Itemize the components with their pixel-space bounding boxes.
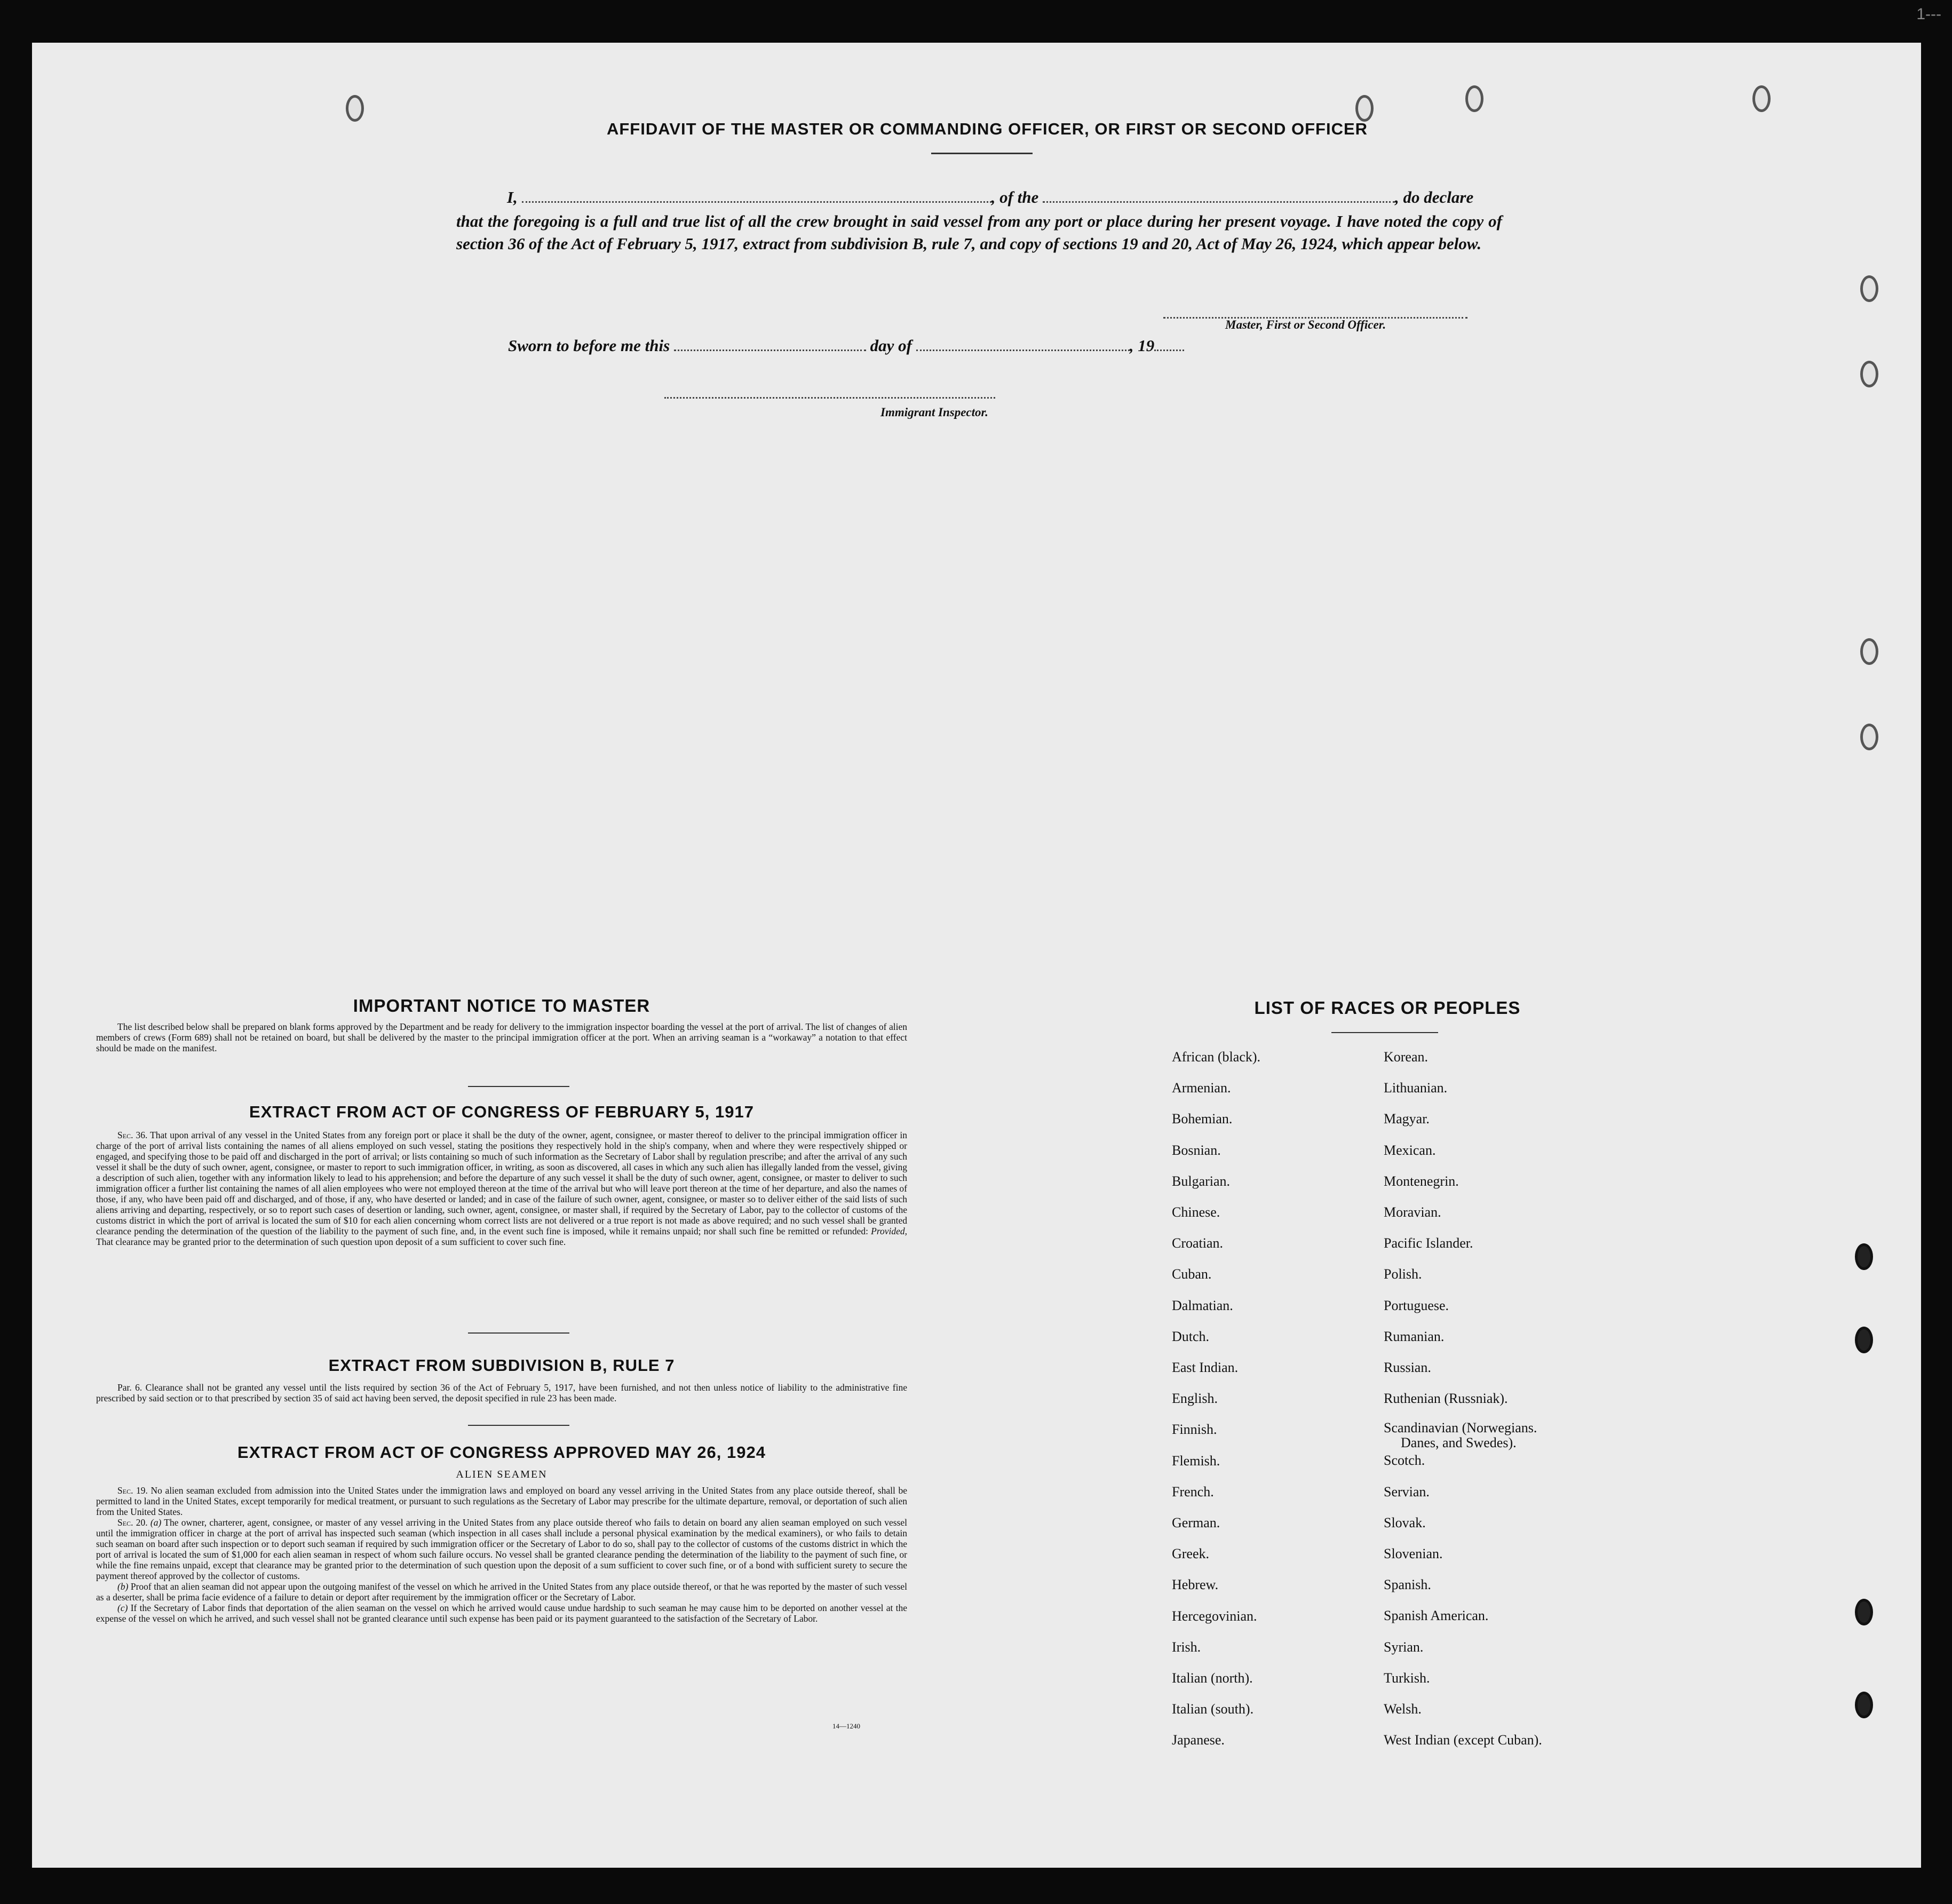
affidavit-declaration-line	[507, 188, 1473, 207]
race-item: East Indian.	[1172, 1360, 1239, 1376]
affidavit-body: that the foregoing is a full and true list of all the crew brought in said vessel from any port or place during her present voyage. I have noted the copy of section 36 of the Act of February 5, 1917, extract from subdivision B, rule 7, and copy of sections 19 and 20, Act of May 26, 1924, which appear below.	[456, 212, 1502, 253]
race-item: Montenegrin.	[1384, 1173, 1459, 1189]
sec20a-text: The owner, charterer, agent, consignee, or master of any vessel arriving in the United States from any place outside thereof who fails to detain on board any alien seaman employed on such vessel until the immigration officer in charge at the port of arrival has inspected such seaman (which inspection in all cases shall include a personal physical examination by the medical examiners), or who fails to detain such seaman on board after such inspection or to deport such seaman if required by such immigration officer or the Secretary of Labor to do so, shall pay to the collector of customs of the customs district in which the port of arrival is located the sum of $1,000 for each alien seaman in respect of whom such failure occurs. No vessel shall be granted clearance pending the determination of the liability to the payment of such fine, or while the fine remains unpaid, except that clearance may be granted prior to the determination of such question upon the deposit of a sum sufficient to cover such fine, or of a bond with sufficient surety to secure the payment thereof approved by the collector of customs.	[96, 1517, 908, 1581]
binder-hole-top-4	[1752, 85, 1771, 112]
extract-rule7-text	[96, 1382, 907, 1403]
sec20c-paragraph	[96, 1602, 907, 1624]
race-item: Lithuanian.	[1384, 1080, 1448, 1096]
master-name-blank[interactable]	[522, 188, 991, 203]
proviso-text: That clearance may be granted prior to the determination of such question upon deposit of a sum sufficient to cover such fine.	[96, 1236, 566, 1247]
race-item: Slovenian.	[1384, 1546, 1443, 1562]
form-number: 14—1240	[832, 1722, 860, 1730]
sworn-month-blank[interactable]	[916, 337, 1130, 351]
sworn-line	[508, 336, 1184, 355]
race-item: Cuban.	[1172, 1266, 1212, 1282]
extract-1917-rule	[468, 1332, 569, 1334]
sec36-paragraph	[96, 1130, 907, 1247]
races-title: LIST OF RACES OR PEOPLES	[1254, 998, 1521, 1018]
sworn-year-blank[interactable]	[1154, 337, 1184, 351]
race-item: Polish.	[1384, 1266, 1422, 1282]
race-item: Dutch.	[1172, 1328, 1210, 1344]
race-item: Magyar.	[1384, 1111, 1430, 1127]
race-item: Slovak.	[1384, 1514, 1426, 1530]
race-item: African (black).	[1172, 1049, 1261, 1065]
binder-hole-right-5	[1855, 1243, 1873, 1270]
races-column-2	[1384, 1042, 1542, 1756]
races-column-1	[1172, 1042, 1260, 1756]
sworn-year-label: , 19	[1129, 336, 1155, 355]
notice-text	[96, 1021, 907, 1053]
extract-rule7-title: EXTRACT FROM SUBDIVISION B, RULE 7	[328, 1356, 675, 1375]
race-item: Bosnian.	[1172, 1142, 1221, 1158]
race-item: Ruthenian (Russniak).	[1384, 1391, 1508, 1407]
binder-hole-right-2	[1860, 361, 1878, 387]
vessel-name-blank[interactable]	[1043, 188, 1395, 203]
extract-1924-subtitle: ALIEN SEAMEN	[456, 1469, 547, 1480]
race-item: Servian.	[1384, 1483, 1430, 1500]
race-item: French.	[1172, 1483, 1214, 1500]
page-corner-mark: 1---	[1916, 5, 1941, 23]
race-item: Moravian.	[1384, 1204, 1441, 1220]
race-item: Russian.	[1384, 1360, 1431, 1376]
binder-hole-top-1	[346, 95, 364, 122]
race-item: Flemish.	[1172, 1453, 1220, 1469]
sworn-prefix-label: Sworn to before me this	[508, 336, 670, 355]
race-item: Spanish American.	[1384, 1608, 1489, 1624]
sec19-text: No alien seaman excluded from admission into the United States under the immigration laws and employed on board any vessel arriving in the United States from any place outside thereof, shall be permitted to land in the United States, except temporarily for medical treatment, or pursuant to such regulations as the Secretary of Labor may prescribe for the ultimate departure, removal, or deportation of such alien from the United States.	[96, 1485, 907, 1517]
race-item: Dalmatian.	[1172, 1297, 1233, 1313]
race-item: Mexican.	[1384, 1142, 1436, 1158]
binder-hole-right-8	[1855, 1692, 1873, 1718]
affidavit-i-label: I,	[507, 188, 518, 207]
binder-hole-top-3	[1465, 85, 1483, 112]
sec20b-paragraph	[96, 1581, 907, 1602]
affidavit-title-rule	[931, 153, 1033, 154]
binder-hole-right-4	[1860, 724, 1878, 750]
race-item: Bulgarian.	[1172, 1173, 1231, 1189]
sec20a-label: (a)	[150, 1517, 162, 1528]
race-item: Syrian.	[1384, 1639, 1424, 1655]
race-item: Italian (north).	[1172, 1670, 1253, 1686]
affidavit-title: AFFIDAVIT OF THE MASTER OR COMMANDING OFFICER, OR FIRST OR SECOND OFFICER	[606, 120, 1368, 138]
sec20c-text: If the Secretary of Labor finds that deportation of the alien seaman on the vessel on which he arrived would cause undue hardship to such seaman he may cause him to be deported on another vessel at the expense of the vessel on which he arrived, and such vessel shall not be granted clearance until such expense has been paid or its payment guaranteed to the satisfaction of the Secretary of Labor.	[96, 1602, 908, 1624]
race-item: Finnish.	[1172, 1422, 1217, 1438]
race-item: German.	[1172, 1515, 1220, 1531]
race-item: Chinese.	[1172, 1204, 1220, 1220]
sworn-day-blank[interactable]	[674, 337, 866, 351]
race-item: Pacific Islander.	[1384, 1235, 1473, 1251]
affidavit-declare-label: , do declare	[1395, 188, 1474, 207]
race-item: Bohemian.	[1172, 1111, 1233, 1127]
affidavit-of-the-label: , of the	[991, 188, 1039, 207]
race-item: Italian (south).	[1172, 1701, 1254, 1717]
rule7-paragraph: Par. 6. Clearance shall not be granted any vessel until the lists required by section 36 of the Act of February 5, 1917, have been furnished, and not then unless notice of liability to the administrative fine prescribed by said section or to that prescribed by section 35 of said act having been served, the deposit specified in rule 23 has been made.	[96, 1382, 907, 1403]
extract-rule7-rule	[468, 1425, 569, 1426]
race-item: Turkish.	[1384, 1670, 1430, 1686]
race-item: Hercegovinian.	[1172, 1608, 1257, 1624]
sec20a-paragraph	[96, 1517, 907, 1581]
binder-hole-right-7	[1855, 1599, 1873, 1625]
race-item: Greek.	[1172, 1546, 1210, 1562]
race-item: English.	[1172, 1391, 1218, 1407]
race-item: Japanese.	[1172, 1732, 1225, 1748]
race-item-label: Scandinavian (Norwegians.	[1384, 1420, 1537, 1436]
race-item: Croatian.	[1172, 1235, 1224, 1251]
sec36-text: That upon arrival of any vessel in the United States from any foreign port or place it shall be the duty of the owner, agent, consignee, or master thereof to deliver to the principal immigration officer in charge of the port of arrival lists containing the names of all aliens employed on such vessel, stating the positions they respectively hold in the ship's company, when and where they were respectively shipped or engaged, and specifying those to be paid off and discharged in the port of arrival; or lists containing so much of such information as the Secretary of Labor shall by regulation prescribe; and after the arrival of any such vessel it shall be the duty of such owner, agent, consignee, or master to report to such immigration officer, in writing, as soon as discovered, all cases in which any such alien has illegally landed from the vessel, giving a description of such alien, together with any information likely to lead to his apprehension; and before the departure of any such vessel it shall be the duty of such owner, agent, consignee, or master to deliver to such immigration officer a further list containing the names of all alien employees who were not employed thereon at the time of the arrival but who will leave port thereon at the time of her departure, and also the names of those, if any, who have been paid off and discharged, and of those, if any, who have deserted or landed; and in case of the failure of such owner, agent, consignee, or master so to deliver either of the said lists of such aliens arriving and departing, respectively, or so to report such cases of desertion or landing, such owner, agent, consignee, or master shall, if required by the Secretary of Labor, pay to the collector of customs of the customs district in which the port of arrival is located the sum of $10 for each alien concerning whom correct lists are not delivered or a true report is not made as above required; and no such vessel shall be granted clearance pending the determination of the question of the liability to the payment of such fine, and, in the event such fine is imposed, while it remains unpaid; nor shall such fine be remitted or refunded:	[96, 1130, 907, 1236]
race-item: Spanish.	[1384, 1577, 1431, 1593]
sec20-label: Sec. 20.	[117, 1517, 148, 1528]
binder-hole-right-3	[1860, 638, 1878, 665]
notice-paragraph: The list described below shall be prepared on blank forms approved by the Department and be ready for delivery to the immigration inspector boarding the vessel at the port of arrival. The list of changes of alien members of crews (Form 689) shall not be retained on board, but shall be delivered by the master to the principal immigration officer at the port. When an arriving seaman is a “workaway” a notation to that effect should be made on the manifest.	[96, 1021, 907, 1053]
races-title-rule	[1331, 1032, 1438, 1033]
proviso-label: Provided,	[871, 1226, 908, 1236]
master-signature-caption: Master, First or Second Officer.	[1225, 318, 1386, 331]
race-item: Welsh.	[1384, 1701, 1422, 1717]
binder-hole-right-1	[1860, 275, 1878, 302]
race-item: Hebrew.	[1172, 1577, 1219, 1593]
race-item: Armenian.	[1172, 1080, 1231, 1096]
notice-rule	[468, 1086, 569, 1087]
race-item: Portuguese.	[1384, 1297, 1449, 1313]
race-item: Scotch.	[1384, 1453, 1425, 1469]
race-item: Irish.	[1172, 1639, 1201, 1655]
extract-1924-text	[96, 1485, 907, 1624]
binder-hole-top-2	[1355, 95, 1374, 122]
sec36-label: Sec. 36.	[117, 1130, 148, 1140]
sec20c-label: (c)	[117, 1602, 128, 1613]
sec20b-text: Proof that an alien seaman did not appear upon the outgoing manifest of the vessel on which he arrived in the United States from any place outside thereof, or that he was reported by the master of such vessel as a deserter, shall be prima facie evidence of a failure to detain or deport after requirement by the immigration officer or the Secretary of Labor.	[96, 1581, 908, 1602]
notice-title: IMPORTANT NOTICE TO MASTER	[353, 996, 650, 1016]
race-item: West Indian (except Cuban).	[1384, 1732, 1542, 1748]
binder-hole-right-6	[1855, 1327, 1873, 1353]
race-item: Korean.	[1384, 1049, 1429, 1065]
race-item-continuation: Danes, and Swedes).	[1401, 1435, 1517, 1451]
extract-1917-text	[96, 1130, 907, 1247]
sec20b-label: (b)	[117, 1581, 129, 1592]
race-item	[1384, 1414, 1542, 1451]
sec19-paragraph	[96, 1485, 907, 1517]
inspector-signature-line[interactable]	[664, 384, 995, 399]
extract-1917-title: EXTRACT FROM ACT OF CONGRESS OF FEBRUARY 5, 1917	[249, 1102, 754, 1121]
extract-1924-title: EXTRACT FROM ACT OF CONGRESS APPROVED MAY 26, 1924	[237, 1443, 766, 1462]
sworn-dayof-label: day of	[870, 336, 912, 355]
master-signature-line[interactable]	[1163, 304, 1467, 319]
sec19-label: Sec. 19.	[117, 1485, 148, 1496]
inspector-signature-caption: Immigrant Inspector.	[880, 406, 988, 419]
race-item: Rumanian.	[1384, 1328, 1445, 1344]
